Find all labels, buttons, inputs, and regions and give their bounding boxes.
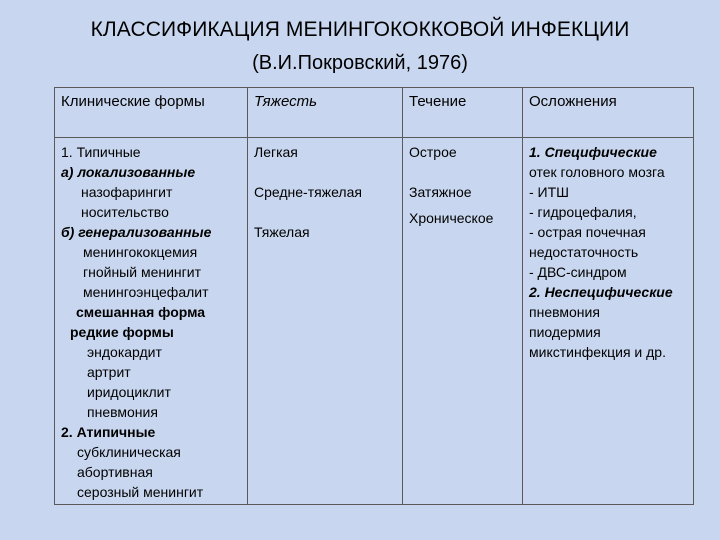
page-title: КЛАССИФИКАЦИЯ МЕНИНГОКОККОВОЙ ИНФЕКЦИИ	[90, 18, 630, 41]
header-clinical-forms: Клинические формы	[55, 88, 248, 138]
form-abortive: абортивная	[77, 464, 153, 480]
complications-nonspecific: 2. Неспецифические	[529, 284, 673, 300]
complication-brain-edema: отек головного мозга	[529, 164, 665, 180]
complication-renal-failure-1: - острая почечная	[529, 224, 646, 240]
form-purulent-meningitis: гнойный менингит	[83, 264, 201, 280]
header-severity: Тяжесть	[248, 88, 403, 138]
header-complications: Осложнения	[523, 88, 694, 138]
complication-pyoderma: пиодермия	[529, 324, 601, 340]
form-atypical: 2. Атипичные	[61, 424, 156, 440]
form-meningoencephalitis: менингоэнцефалит	[83, 284, 209, 300]
complication-pneumonia: пневмония	[529, 304, 600, 320]
complication-mixed-infection: микстинфекция и др.	[529, 344, 666, 360]
form-nasopharyngitis: назофарингит	[81, 184, 173, 200]
form-rare: редкие формы	[70, 324, 174, 340]
complication-itsh: - ИТШ	[529, 184, 569, 200]
form-subclinical: субклиническая	[77, 444, 181, 460]
severity-cell	[248, 138, 403, 505]
complication-dic: - ДВС-синдром	[529, 264, 627, 280]
complication-hydrocephalus: - гидроцефалия,	[529, 204, 637, 220]
clinical-forms-cell	[55, 138, 248, 505]
severity-moderate: Средне-тяжелая	[254, 184, 362, 200]
complications-cell	[523, 138, 694, 505]
form-generalized: б) генерализованные	[61, 224, 212, 240]
table-row	[55, 138, 694, 505]
course-cell	[403, 138, 523, 505]
form-serous-meningitis: серозный менингит	[77, 484, 204, 500]
header-course: Течение	[403, 88, 523, 138]
form-iridocyclitis: иридоциклит	[87, 384, 171, 400]
form-meningococcemia: менингококцемия	[83, 244, 198, 260]
form-mixed: смешанная форма	[76, 304, 206, 320]
page-subtitle: (В.И.Покровский, 1976)	[252, 52, 468, 74]
course-protracted: Затяжное	[409, 184, 472, 200]
form-arthritis: артрит	[87, 364, 131, 380]
complication-renal-failure-2: недостаточность	[529, 244, 639, 260]
form-endocarditis: эндокардит	[87, 344, 162, 360]
form-localized: а) локализованные	[61, 164, 196, 180]
severity-mild: Легкая	[254, 144, 298, 160]
complications-specific: 1. Специфические	[529, 144, 657, 160]
classification-table	[54, 87, 694, 505]
course-chronic: Хроническое	[409, 210, 494, 226]
form-typical: 1. Типичные	[61, 144, 141, 160]
table-header-row	[55, 88, 694, 138]
form-pneumonia: пневмония	[87, 404, 158, 420]
course-acute: Острое	[409, 144, 457, 160]
form-carriage: носительство	[81, 204, 169, 220]
severity-severe: Тяжелая	[254, 224, 310, 240]
